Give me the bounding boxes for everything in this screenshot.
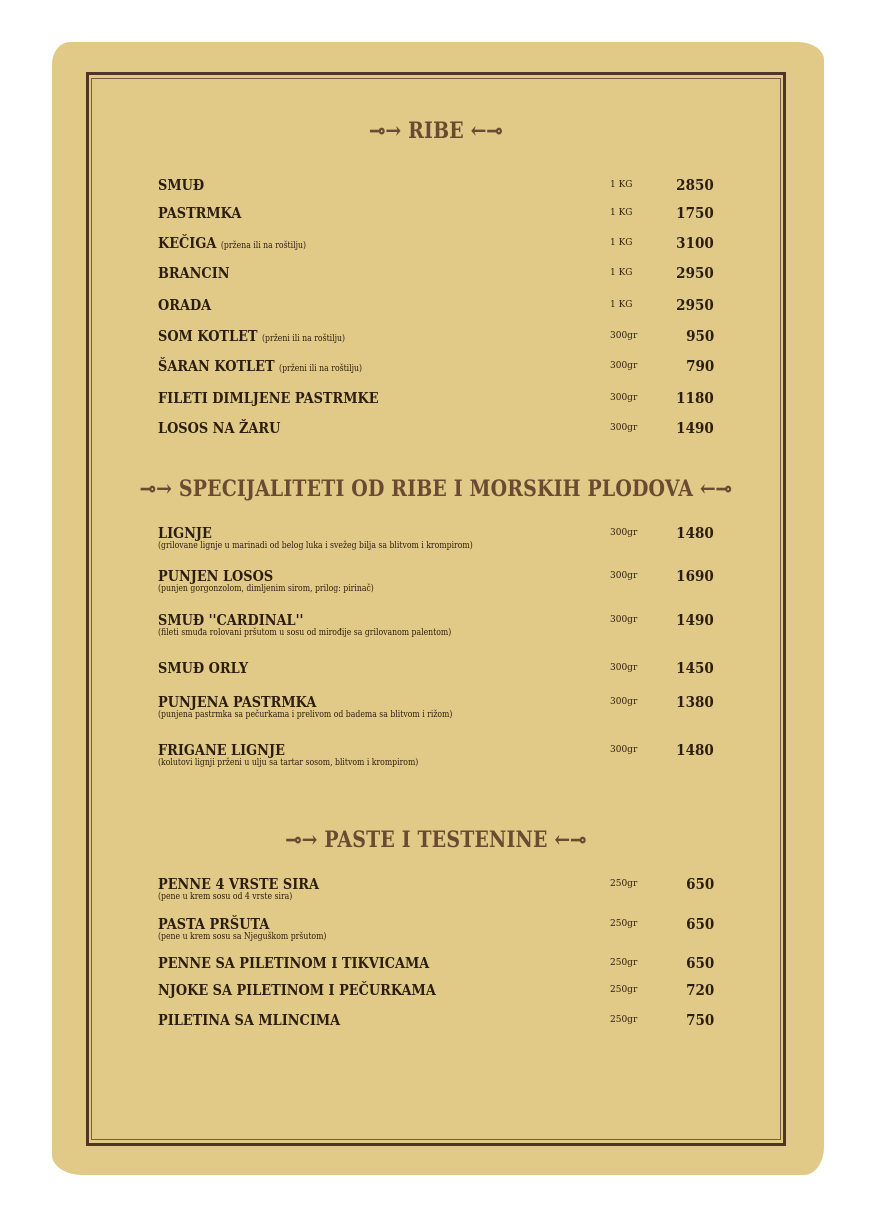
arrow-left-icon: ←⊸ xyxy=(699,476,732,502)
item-name: PENNE SA PILETINOM I TIKVICAMA xyxy=(158,954,430,972)
item-description: (fileti smuđa rolovani pršutom u sosu od mirođije sa grilovanom palentom) xyxy=(158,628,452,638)
item-name: PILETINA SA MLINCIMA xyxy=(158,1011,341,1029)
item-price: 950 xyxy=(685,327,714,345)
item-price: 650 xyxy=(685,954,714,972)
item-name: BRANCIN xyxy=(158,264,230,282)
menu-item xyxy=(158,567,718,607)
item-quantity: 300gr xyxy=(610,697,638,707)
item-price: 790 xyxy=(685,357,714,375)
item-name: SMUĐ xyxy=(158,176,205,194)
item-quantity: 300gr xyxy=(610,528,638,538)
item-quantity: 1 KG xyxy=(610,208,633,218)
arrow-right-icon: ⊸→ xyxy=(285,827,318,853)
item-note: (prženi ili na roštilju) xyxy=(262,334,346,344)
item-name: SMUĐ ORLY xyxy=(158,659,249,677)
item-price: 1180 xyxy=(676,389,714,407)
item-price: 2950 xyxy=(676,296,714,314)
item-quantity: 300gr xyxy=(610,663,638,673)
item-quantity: 250gr xyxy=(610,919,638,929)
menu-item xyxy=(158,875,718,915)
section-title-text: PASTE I TESTENINE xyxy=(324,827,548,853)
arrow-left-icon: ←⊸ xyxy=(554,827,587,853)
item-name: FRIGANE LIGNJE xyxy=(158,741,285,759)
item-price: 720 xyxy=(685,981,714,999)
item-name: ŠARAN KOTLET (prženi ili na roštilju) xyxy=(158,357,363,375)
item-description: (grilovane lignje u marinadi od belog luka i svežeg bilja sa blitvom i krompirom) xyxy=(158,541,473,551)
item-name: PASTA PRŠUTA xyxy=(158,915,270,933)
item-description: (punjena pastrmka sa pečurkama i prelivom od badema sa blitvom i rižom) xyxy=(158,710,453,720)
item-quantity: 300gr xyxy=(610,361,638,371)
menu-item xyxy=(158,741,718,781)
section-title-text: SPECIJALITETI OD RIBE I MORSKIH PLODOVA xyxy=(178,476,694,502)
section-title-paste xyxy=(135,827,737,853)
item-quantity: 1 KG xyxy=(610,268,633,278)
item-name: SMUĐ ''CARDINAL'' xyxy=(158,611,304,629)
item-quantity: 1 KG xyxy=(610,300,633,310)
item-name: SOM KOTLET (prženi ili na roštilju) xyxy=(158,327,346,345)
item-name: PASTRMKA xyxy=(158,204,242,222)
item-description: (punjen gorgonzolom, dimljenim sirom, prilog: pirinač) xyxy=(158,584,374,594)
section-title-specijaliteti xyxy=(135,476,737,502)
item-name: FILETI DIMLJENE PASTRMKE xyxy=(158,389,379,407)
section-title-ribe xyxy=(135,118,737,144)
item-price: 1750 xyxy=(676,204,714,222)
arrow-right-icon: ⊸→ xyxy=(369,118,402,144)
item-quantity: 1 KG xyxy=(610,238,633,248)
section-title-text: RIBE xyxy=(408,118,464,144)
item-price: 1490 xyxy=(676,611,714,629)
item-quantity: 300gr xyxy=(610,745,638,755)
item-price: 2850 xyxy=(676,176,714,194)
item-description: (pene u krem sosu sa Njeguškom pršutom) xyxy=(158,932,327,942)
item-price: 1690 xyxy=(676,567,714,585)
item-price: 2950 xyxy=(676,264,714,282)
item-quantity: 250gr xyxy=(610,985,638,995)
item-price: 1480 xyxy=(676,741,714,759)
menu-item xyxy=(158,524,718,564)
item-name: LOSOS NA ŽARU xyxy=(158,419,281,437)
item-quantity: 300gr xyxy=(610,331,638,341)
item-name: LIGNJE xyxy=(158,524,212,542)
item-quantity: 300gr xyxy=(610,393,638,403)
item-price: 1490 xyxy=(676,419,714,437)
item-quantity: 250gr xyxy=(610,1015,638,1025)
item-price: 650 xyxy=(685,915,714,933)
item-price: 1450 xyxy=(676,659,714,677)
item-quantity: 300gr xyxy=(610,423,638,433)
item-name: ORADA xyxy=(158,296,212,314)
item-name: NJOKE SA PILETINOM I PEČURKAMA xyxy=(158,981,436,999)
item-name: PUNJENA PASTRMKA xyxy=(158,693,317,711)
item-name: PENNE 4 VRSTE SIRA xyxy=(158,875,319,893)
menu-item xyxy=(158,611,718,651)
item-description: (kolutovi lignji prženi u ulju sa tartar sosom, blitvom i krompirom) xyxy=(158,758,419,768)
item-quantity: 300gr xyxy=(610,615,638,625)
menu-item xyxy=(158,915,718,955)
item-name: KEČIGA (pržena ili na roštilju) xyxy=(158,234,307,252)
item-price: 1380 xyxy=(676,693,714,711)
item-quantity: 250gr xyxy=(610,958,638,968)
item-description: (pene u krem sosu od 4 vrste sira) xyxy=(158,892,293,902)
arrow-right-icon: ⊸→ xyxy=(140,476,173,502)
item-quantity: 1 KG xyxy=(610,180,633,190)
menu-item xyxy=(158,419,718,459)
menu-item xyxy=(158,1011,718,1051)
item-price: 1480 xyxy=(676,524,714,542)
item-note: (prženi ili na roštilju) xyxy=(279,364,363,374)
item-note: (pržena ili na roštilju) xyxy=(220,241,307,251)
item-quantity: 300gr xyxy=(610,571,638,581)
item-name: PUNJEN LOSOS xyxy=(158,567,274,585)
menu-item xyxy=(158,693,718,733)
item-price: 3100 xyxy=(676,234,714,252)
item-price: 750 xyxy=(685,1011,714,1029)
arrow-left-icon: ←⊸ xyxy=(470,118,503,144)
item-price: 650 xyxy=(685,875,714,893)
item-quantity: 250gr xyxy=(610,879,638,889)
